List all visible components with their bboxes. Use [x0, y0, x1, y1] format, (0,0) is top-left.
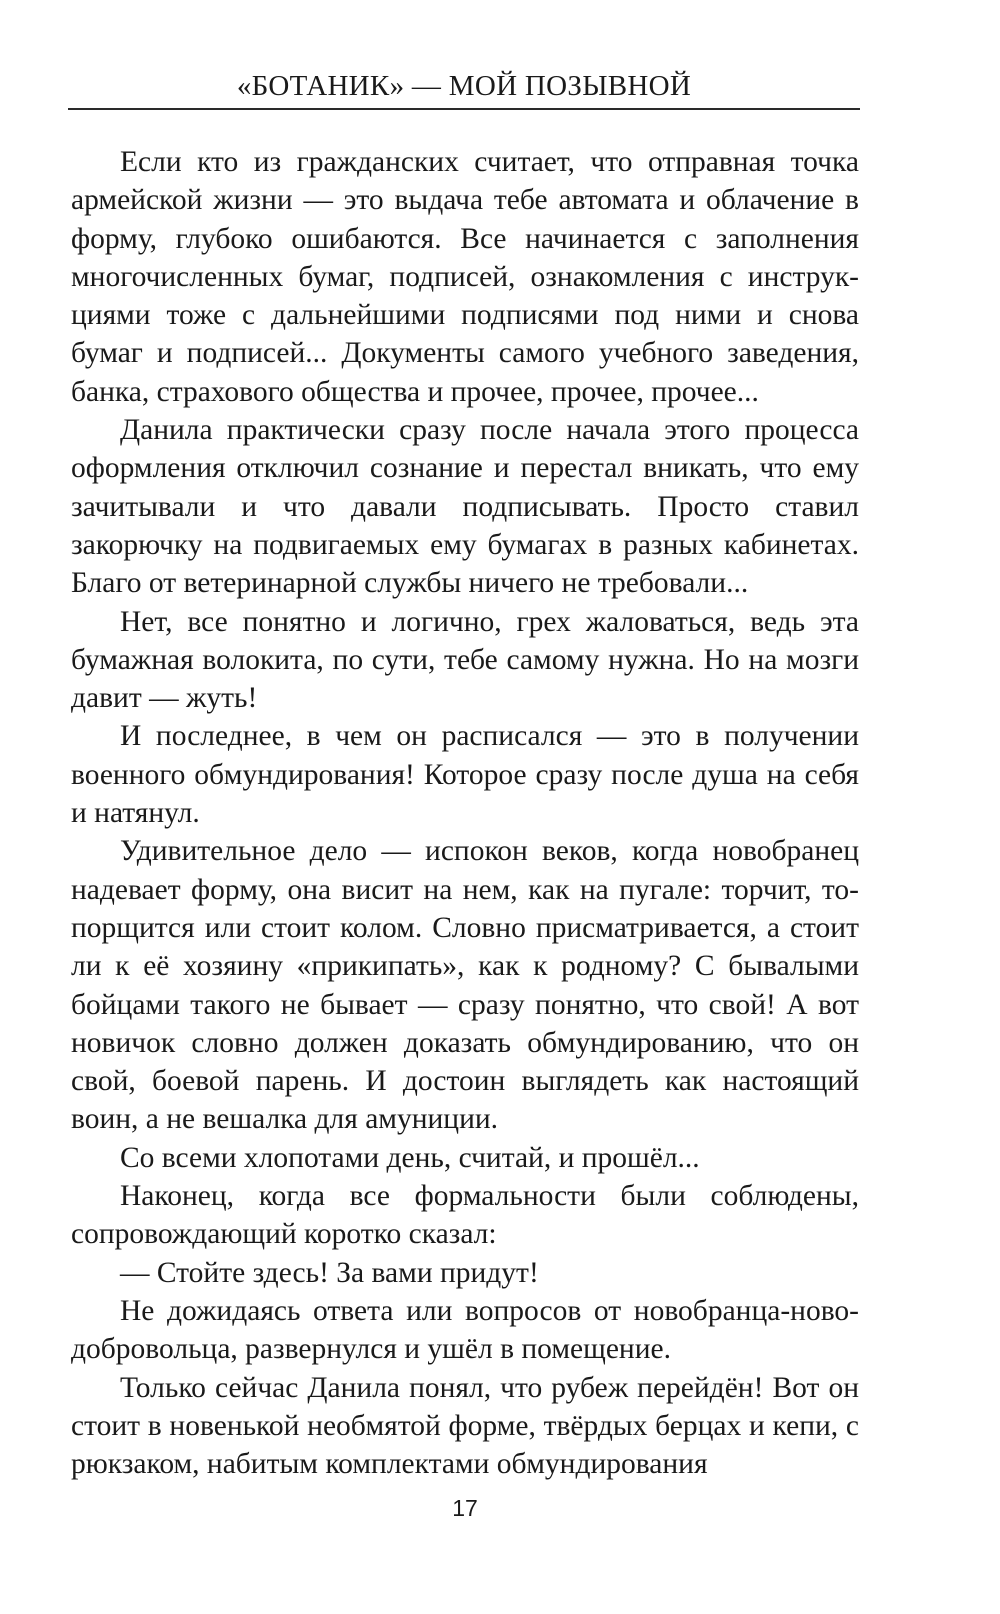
paragraph: И последнее, в чем он расписался — это в получении военного обмундирования! Которое сразу после душа на себя и натянул.	[71, 720, 859, 830]
paragraph: Со всеми хлопотами день, считай, и прошёл...	[120, 1141, 700, 1174]
body-text	[71, 143, 859, 1483]
dialogue-line: — Стойте здесь! За вами придут!	[120, 1256, 539, 1289]
paragraph: Если кто из гражданских считает, что отправная точка армейской жизни — это выдача тебе автомата и облачение в форму, глубоко ошибаются. Все начинается с заполнения многочисленных бумаг, подписей, ознакомления с инструкциями тоже с дальнейшими подписями под ними и снова бумаг и подписей... Документы самого учебного заведения, банка, страхового общества и прочее, прочее, прочее...	[71, 146, 859, 408]
page-number: 17	[452, 1495, 478, 1521]
paragraph: Не дожидаясь ответа или вопросов от новобранца-новодобровольца, развернулся и ушёл в помещение.	[71, 1294, 859, 1366]
paragraph: Нет, все понятно и логично, грех жаловаться, ведь эта бумажная волокита, по сути, тебе самому нужна. Но на мозги давит — жуть!	[71, 605, 859, 715]
paragraph: Данила практически сразу после начала этого процесса оформления отключил сознание и перестал вникать, что ему зачитывали и что давали подписывать. Просто ставил закорючку на подвигаемых ему бумагах в разных кабинетах. Благо от ветеринарной службы ничего не требовали...	[71, 414, 859, 600]
paragraph: Только сейчас Данила понял, что рубеж перейдён! Вот он стоит в новенькой необмятой форме, твёрдых берцах и кепи, с рюкзаком, набитым комплектами обмундирования	[71, 1371, 859, 1481]
paragraph: Наконец, когда все формальности были соблюдены, сопровождающий коротко сказал:	[71, 1180, 859, 1251]
paragraph: Удивительное дело — испокон веков, когда новобранец надевает форму, она висит на нем, как на пугале: торчит, топорщится или стоит колом. Словно присматривается, а стоит ли к её хозяину «прикипать», как к родному? С бывалыми бойцами такого не бывает — сразу понятно, что свой! А вот новичок словно должен доказать обмундированию, что он свой, боевой парень. И достоин выглядеть как настоящий воин, а не вешалка для амуниции.	[71, 835, 859, 1136]
running-title: «БОТАНИК» — МОЙ ПОЗЫВНОЙ	[236, 70, 692, 102]
header-rule	[68, 108, 860, 110]
